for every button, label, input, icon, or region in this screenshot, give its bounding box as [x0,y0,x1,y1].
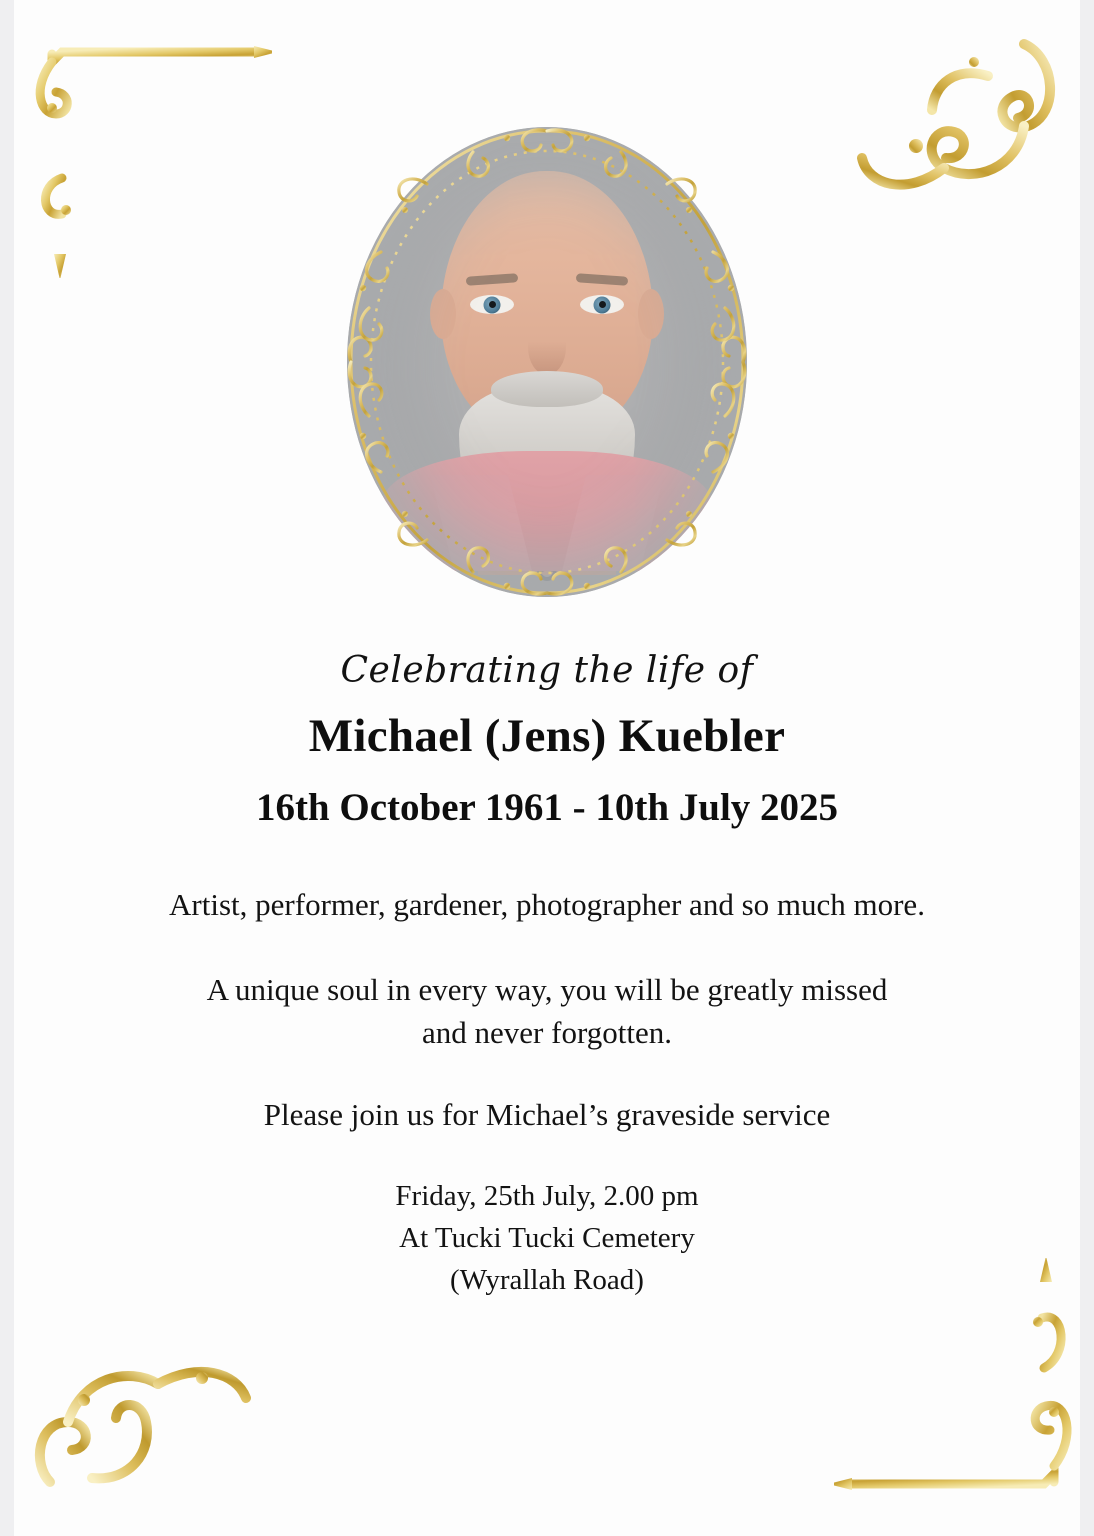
life-dates: 16th October 1961 - 10th July 2025 [255,786,839,829]
service-details [60,1175,1034,1301]
celebrating-heading: Celebrating the life of [340,650,754,691]
portrait-face [422,171,672,571]
service-datetime: Friday, 25th July, 2.00 pm [395,1180,699,1213]
tribute-line-1: Artist, performer, gardener, photographer and so much more. [169,887,925,922]
portrait-photo [347,127,747,597]
service-address: (Wyrallah Road) [450,1264,644,1297]
service-venue: At Tucki Tucki Cemetery [399,1222,695,1255]
tribute-line-3: and never forgotten. [422,1014,672,1050]
portrait [277,92,817,632]
memorial-text [0,650,1094,1301]
deceased-name: Michael (Jens) Kuebler [308,710,786,762]
tribute-line-2: A unique soul in every way, you will be greatly missed [206,971,888,1007]
invitation-line: Please join us for Michael’s graveside service [263,1097,831,1133]
gold-corner-top-left-icon [22,18,272,278]
gold-corner-top-right-icon [834,18,1084,278]
